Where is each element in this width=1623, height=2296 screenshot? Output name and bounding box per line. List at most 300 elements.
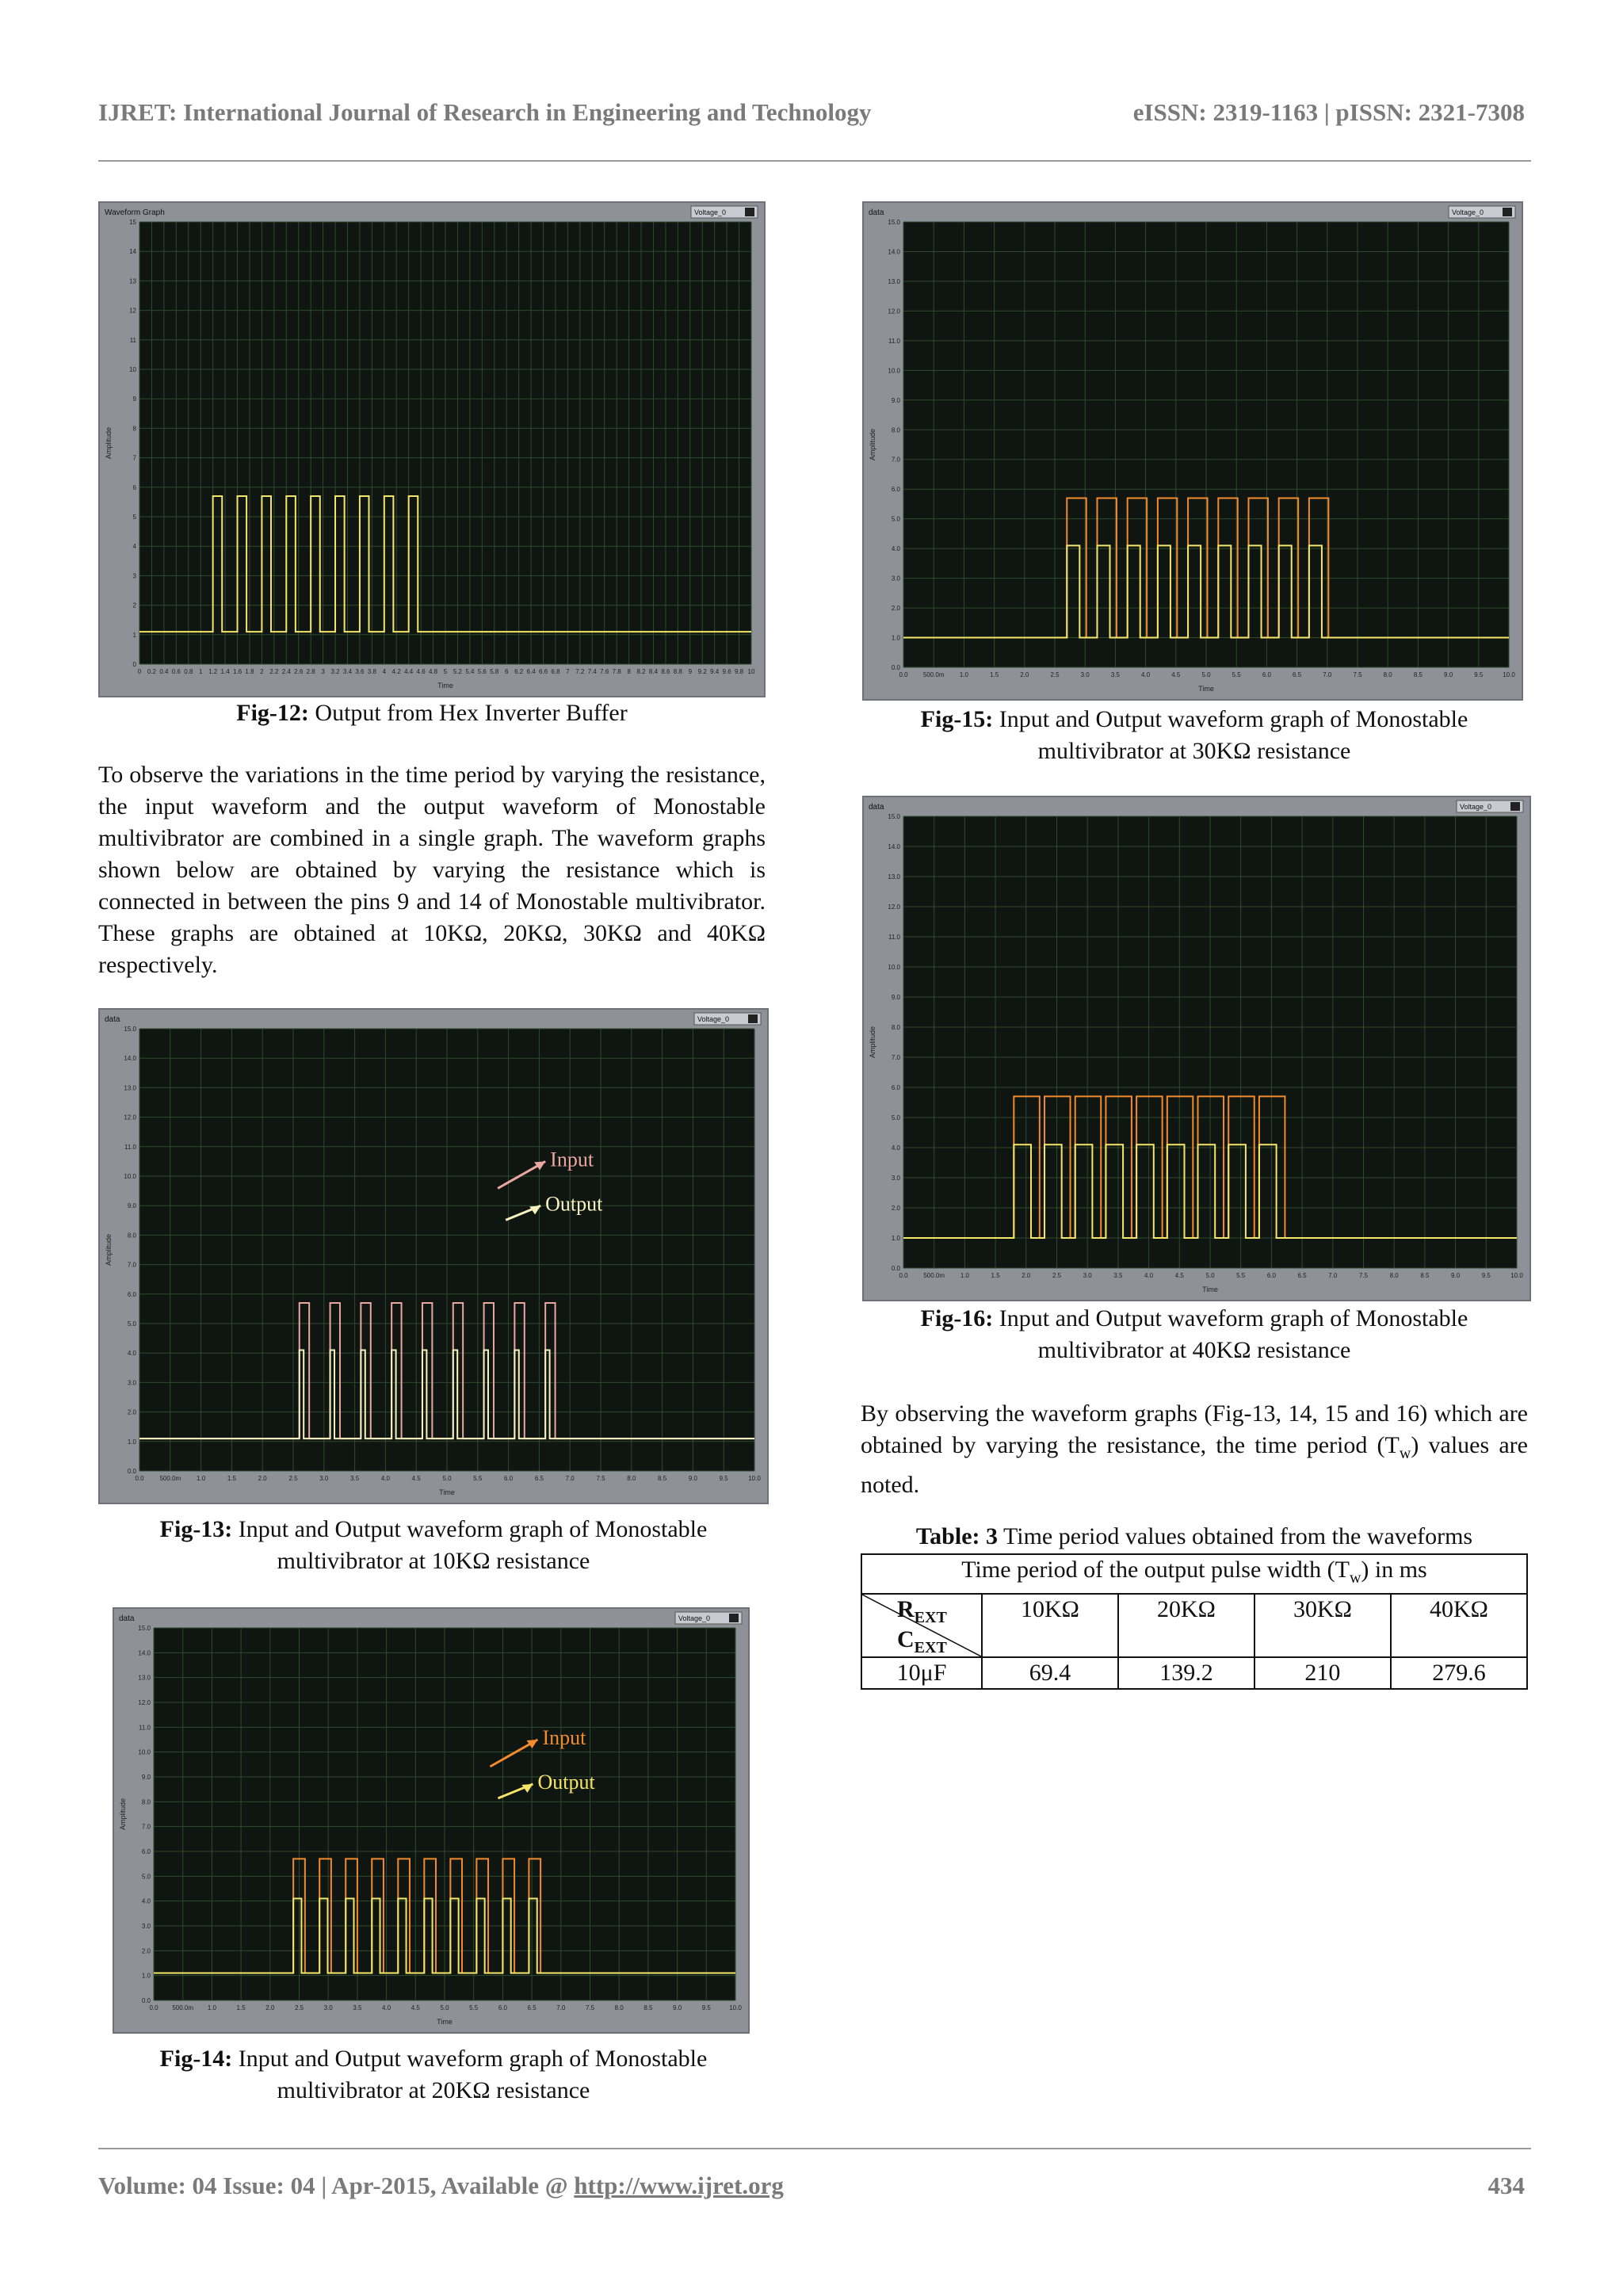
y-tick-label: 0 (132, 661, 136, 668)
y-tick-label: 3.0 (127, 1379, 136, 1387)
legend-swatch (1503, 208, 1512, 216)
x-tick-label: 7.8 (612, 668, 621, 675)
legend-swatch (745, 208, 754, 216)
x-tick-label: 9.2 (697, 668, 707, 675)
x-tick-label: 9.4 (710, 668, 720, 675)
x-tick-label: 8.0 (614, 2004, 624, 2011)
footer-volume: Volume: 04 Issue: 04 | Apr-2015, Available @ (98, 2172, 575, 2199)
journal-title: IJRET: International Journal of Research in Engineering and Technology (98, 98, 872, 126)
x-tick-label: 0.8 (184, 668, 193, 675)
y-tick-label: 4 (132, 543, 136, 551)
x-tick-label: 5.8 (490, 668, 499, 675)
x-tick-label: 4.5 (1171, 671, 1181, 678)
x-tick-label: 6.0 (1262, 671, 1271, 678)
y-tick-label: 9.0 (127, 1202, 136, 1210)
rext-label: $R_{EXT}$ (897, 1596, 947, 1626)
y-tick-label: 7 (132, 454, 136, 462)
x-tick-label: 4.8 (428, 668, 438, 675)
graph-title: data (119, 1614, 135, 1623)
x-tick-label: 4.0 (382, 2004, 391, 2011)
x-tick-label: 4.4 (404, 668, 414, 675)
y-tick-label: 12.0 (124, 1114, 136, 1121)
x-tick-label: 1.5 (236, 2004, 246, 2011)
x-tick-label: 8.0 (627, 1475, 636, 1482)
table-corner-cell (861, 1594, 982, 1657)
x-tick-label: 1.0 (959, 671, 968, 678)
figure-14-caption (98, 2043, 769, 2107)
x-tick-label: 1.0 (960, 1272, 969, 1279)
legend-label: Voltage_0 (1452, 208, 1484, 216)
y-tick-label: 5.0 (141, 1873, 151, 1881)
table-col-10k: 10KΩ (982, 1594, 1118, 1657)
x-tick-label: 9.5 (1474, 671, 1484, 678)
para2-text-b: ) values are noted. (861, 1432, 1528, 1498)
y-tick-label: 5.0 (127, 1320, 136, 1328)
y-axis-label: Amplitude (869, 1026, 876, 1059)
x-tick-label: 3.4 (342, 668, 353, 675)
x-tick-label: 4.2 (391, 668, 401, 675)
x-tick-label: 2.4 (281, 668, 291, 675)
figure-16-caption-line2: multivibrator at 40KΩ resistance (1037, 1337, 1351, 1363)
x-tick-label: 500.0m (923, 1272, 945, 1279)
y-tick-label: 13.0 (138, 1674, 151, 1682)
x-tick-label: 1.6 (232, 668, 242, 675)
y-tick-label: 11 (129, 336, 136, 344)
y-tick-label: 6 (132, 483, 136, 491)
y-tick-label: 2.0 (127, 1408, 136, 1416)
x-tick-label: 3.0 (319, 1475, 329, 1482)
figure-15 (862, 201, 1523, 701)
y-tick-label: 0.0 (127, 1468, 136, 1475)
y-tick-label: 11.0 (888, 934, 900, 941)
y-tick-label: 5.0 (891, 1114, 900, 1121)
x-tick-label: 8.4 (648, 668, 659, 675)
page-number: 434 (1487, 2172, 1525, 2199)
y-tick-label: 1.0 (127, 1438, 136, 1446)
table-header-text-b: ) in ms (1361, 1557, 1427, 1583)
x-tick-label: 6.5 (1297, 1272, 1307, 1279)
y-tick-label: 0.0 (141, 1997, 151, 2004)
table-column-row (861, 1594, 1527, 1657)
y-tick-label: 14.0 (124, 1055, 136, 1063)
table-3-caption (861, 1523, 1528, 1550)
x-tick-label: 7.5 (1358, 1272, 1369, 1279)
y-tick-label: 2 (132, 602, 136, 609)
para2-text-a: By observing the waveform graphs (Fig-13, 14, 15 and 16) which are obtained by varying the resistance, the time period (T (861, 1400, 1528, 1458)
x-tick-label: 3.5 (353, 2004, 362, 2011)
figure-14 (113, 1607, 750, 2034)
x-tick-label: 1.2 (208, 668, 218, 675)
x-tick-label: 500.0m (159, 1475, 181, 1482)
x-tick-label: 8.0 (1389, 1272, 1399, 1279)
figure-14-caption-line1: Input and Output waveform graph of Monostable (238, 2046, 708, 2072)
legend-label: Voltage_0 (678, 1614, 711, 1622)
x-tick-label: 2 (260, 668, 264, 675)
waveform-graph-13 (100, 1010, 767, 1503)
table-3-caption-text: Time period values obtained from the waveforms (1002, 1523, 1473, 1549)
x-tick-label: 2.0 (265, 2004, 275, 2011)
y-tick-label: 2.0 (891, 605, 900, 613)
x-tick-label: 6.0 (504, 1475, 514, 1482)
y-tick-label: 8.0 (891, 426, 900, 434)
x-tick-label: 2.5 (294, 2004, 304, 2011)
y-tick-label: 4.0 (891, 1144, 900, 1152)
x-tick-label: 0.0 (899, 671, 908, 678)
y-tick-label: 2.0 (891, 1205, 900, 1212)
x-tick-label: 9.5 (719, 1475, 728, 1482)
table-col-40k: 40KΩ (1391, 1594, 1527, 1657)
x-tick-label: 5.5 (473, 1475, 483, 1482)
y-tick-label: 10.0 (124, 1173, 136, 1180)
y-tick-label: 5.0 (891, 515, 900, 523)
x-tick-label: 3.5 (1110, 671, 1120, 678)
x-tick-label: 3.6 (355, 668, 365, 675)
y-tick-label: 8 (132, 425, 136, 433)
x-tick-label: 7 (566, 668, 570, 675)
table-col-30k: 30KΩ (1254, 1594, 1391, 1657)
y-tick-label: 13.0 (888, 277, 900, 285)
figure-13-caption (98, 1514, 769, 1577)
x-tick-label: 5.0 (440, 2004, 449, 2011)
x-tick-label: 5.0 (1205, 1272, 1215, 1279)
x-tick-label: 9.5 (701, 2004, 711, 2011)
y-tick-label: 14.0 (138, 1649, 151, 1657)
x-tick-label: 500.0m (172, 2004, 194, 2011)
x-tick-label: 3 (321, 668, 325, 675)
figure-13-caption-line2: multivibrator at 10KΩ resistance (277, 1548, 590, 1574)
x-tick-label: 4.5 (411, 1475, 421, 1482)
y-tick-label: 11.0 (888, 337, 900, 345)
x-tick-label: 1.4 (220, 668, 230, 675)
x-tick-label: 3.5 (350, 1475, 360, 1482)
y-tick-label: 15.0 (138, 1625, 151, 1632)
output-annotation: Output (545, 1192, 603, 1216)
y-tick-label: 3.0 (891, 575, 900, 583)
x-tick-label: 5 (443, 668, 448, 675)
x-tick-label: 6.5 (534, 1475, 544, 1482)
figure-15-caption (861, 704, 1528, 767)
graph-title: data (105, 1015, 120, 1024)
waveform-graph-14 (114, 1609, 748, 2032)
x-tick-label: 6.6 (538, 668, 548, 675)
y-tick-label: 8.0 (127, 1232, 136, 1240)
x-tick-label: 3.5 (1113, 1272, 1123, 1279)
waveform-graph-15 (864, 203, 1522, 699)
y-tick-label: 0.0 (891, 664, 900, 671)
x-tick-label: 500.0m (922, 671, 945, 678)
x-tick-label: 4.5 (1174, 1272, 1184, 1279)
waveform-graph-12 (100, 203, 764, 696)
x-tick-label: 9.0 (673, 2004, 682, 2011)
x-tick-label: 10.0 (1503, 671, 1515, 678)
table-header-text-a: Time period of the output pulse width (T (961, 1557, 1350, 1583)
figure-12-caption (98, 697, 766, 729)
x-tick-label: 0.6 (171, 668, 181, 675)
body-paragraph-1: To observe the variations in the time period by varying the resistance, the input waveform and the output waveform of Monostable multivibrator are combined in a single graph. The waveform graphs shown below are obtained by varying the resistance which is connected in between the pins 9 and 14 of Monostable multivibrator. These graphs are obtained at 10KΩ, 20KΩ, 30KΩ and 40KΩ respectively. (98, 762, 766, 978)
x-tick-label: 8.0 (1383, 671, 1392, 678)
y-axis-label: Amplitude (869, 428, 876, 461)
x-tick-label: 1 (198, 668, 203, 675)
input-annotation: Input (542, 1726, 586, 1749)
x-tick-label: 7.0 (1328, 1272, 1338, 1279)
y-tick-label: 14.0 (888, 248, 900, 256)
x-tick-label: 7.5 (585, 2004, 595, 2011)
x-tick-label: 8.5 (1420, 1272, 1430, 1279)
figure-14-label: Fig-14: (159, 2046, 233, 2072)
y-tick-label: 7.0 (891, 456, 900, 464)
x-tick-label: 1.0 (207, 2004, 216, 2011)
y-tick-label: 15.0 (888, 813, 900, 820)
x-tick-label: 10 (747, 668, 755, 675)
y-tick-label: 2.0 (141, 1947, 151, 1955)
x-tick-label: 8.6 (661, 668, 670, 675)
y-tick-label: 10.0 (888, 367, 900, 375)
issn-text: eISSN: 2319-1163 | pISSN: 2321-7308 (1132, 98, 1525, 126)
x-tick-label: 0.0 (149, 2004, 158, 2011)
figure-12 (98, 201, 766, 697)
y-tick-label: 0.0 (891, 1265, 900, 1272)
y-tick-label: 9.0 (141, 1774, 151, 1781)
y-axis-label: Amplitude (105, 426, 113, 460)
y-tick-label: 1.0 (891, 1235, 900, 1242)
y-tick-label: 12.0 (888, 904, 900, 911)
x-tick-label: 6.0 (498, 2004, 507, 2011)
x-tick-label: 10.0 (1510, 1272, 1523, 1279)
x-tick-label: 4 (382, 668, 387, 675)
body-paragraph-2 (861, 1398, 1528, 1501)
y-tick-label: 9 (132, 395, 136, 403)
y-tick-label: 5 (132, 514, 136, 521)
y-tick-label: 3.0 (141, 1923, 151, 1930)
x-tick-label: 10.0 (729, 2004, 742, 2011)
page-footer (98, 2172, 1525, 2200)
table-header-cell (861, 1554, 1527, 1594)
x-tick-label: 6.2 (514, 668, 524, 675)
x-tick-label: 5.0 (442, 1475, 452, 1482)
x-tick-label: 2.5 (1052, 1272, 1062, 1279)
y-tick-label: 10.0 (888, 964, 900, 971)
x-tick-label: 10.0 (748, 1475, 761, 1482)
x-tick-label: 7.0 (556, 2004, 566, 2011)
y-tick-label: 8.0 (891, 1024, 900, 1031)
table-header-sub: w (1349, 1569, 1361, 1587)
y-tick-label: 9.0 (891, 396, 900, 404)
y-tick-label: 10.0 (138, 1748, 151, 1756)
figure-12-caption-text: Output from Hex Inverter Buffer (315, 700, 628, 726)
figure-16 (862, 796, 1531, 1301)
y-tick-label: 14.0 (888, 843, 900, 850)
x-tick-label: 3.0 (323, 2004, 333, 2011)
figure-16-caption (861, 1303, 1528, 1366)
x-axis-label: Time (437, 2018, 453, 2026)
x-tick-label: 7.0 (1323, 671, 1332, 678)
x-tick-label: 2.5 (288, 1475, 298, 1482)
x-tick-label: 5.0 (1201, 671, 1211, 678)
y-tick-label: 4.0 (127, 1350, 136, 1358)
x-tick-label: 1.5 (990, 671, 999, 678)
table-row-label: 10μF (861, 1657, 982, 1689)
y-tick-label: 6.0 (891, 486, 900, 494)
x-tick-label: 1.8 (245, 668, 254, 675)
x-tick-label: 9.5 (1481, 1272, 1491, 1279)
x-axis-label: Time (1198, 685, 1214, 693)
x-tick-label: 8.5 (1413, 671, 1423, 678)
x-tick-label: 4.0 (1141, 671, 1151, 678)
x-tick-label: 2.6 (294, 668, 304, 675)
x-tick-label: 5.5 (469, 2004, 479, 2011)
x-tick-label: 0 (137, 668, 142, 675)
y-tick-label: 6.0 (141, 1848, 151, 1855)
x-tick-label: 3.2 (330, 668, 340, 675)
table-cell-20k: 139.2 (1118, 1657, 1254, 1689)
x-tick-label: 2.0 (1022, 1272, 1031, 1279)
footer-link[interactable]: http://www.ijret.org (574, 2172, 784, 2199)
figure-15-caption-line2: multivibrator at 30KΩ resistance (1037, 738, 1351, 764)
input-annotation: Input (550, 1148, 594, 1171)
output-annotation: Output (537, 1771, 595, 1794)
y-tick-label: 13 (129, 277, 136, 285)
x-tick-label: 4.6 (416, 668, 426, 675)
y-tick-label: 6.0 (891, 1084, 900, 1091)
x-tick-label: 0.0 (899, 1272, 908, 1279)
x-tick-label: 8.2 (636, 668, 646, 675)
graph-title: data (869, 803, 884, 812)
x-tick-label: 5.2 (453, 668, 463, 675)
y-tick-label: 13.0 (124, 1084, 136, 1092)
y-tick-label: 15 (129, 219, 136, 226)
y-tick-label: 3.0 (891, 1175, 900, 1182)
x-tick-label: 9 (688, 668, 693, 675)
x-tick-label: 2.8 (306, 668, 315, 675)
x-tick-label: 4.5 (411, 2004, 420, 2011)
y-tick-label: 4.0 (141, 1897, 151, 1905)
para2-subscript: w (1399, 1445, 1411, 1462)
y-tick-label: 3 (132, 572, 136, 580)
x-tick-label: 8.8 (673, 668, 682, 675)
x-tick-label: 2.0 (1020, 671, 1029, 678)
table-header-row (861, 1554, 1527, 1594)
x-tick-label: 3.0 (1083, 1272, 1092, 1279)
x-tick-label: 6.4 (526, 668, 536, 675)
x-tick-label: 1.5 (991, 1272, 1000, 1279)
x-tick-label: 7.6 (600, 668, 609, 675)
x-tick-label: 7.5 (596, 1475, 605, 1482)
header-divider (98, 160, 1531, 162)
y-tick-label: 1.0 (891, 634, 900, 642)
x-tick-label: 2.0 (258, 1475, 267, 1482)
x-tick-label: 1.0 (197, 1475, 206, 1482)
footer-divider (98, 2148, 1531, 2149)
x-tick-label: 7.4 (587, 668, 597, 675)
x-tick-label: 6.0 (1266, 1272, 1276, 1279)
x-tick-label: 1.5 (227, 1475, 236, 1482)
y-tick-label: 10 (129, 366, 136, 373)
figure-13-label: Fig-13: (159, 1516, 233, 1542)
y-tick-label: 7.0 (141, 1823, 151, 1831)
legend-swatch (729, 1614, 739, 1622)
x-tick-label: 9.0 (688, 1475, 697, 1482)
graph-title: Waveform Graph (105, 208, 165, 217)
x-axis-label: Time (437, 682, 453, 690)
y-tick-label: 7.0 (891, 1054, 900, 1061)
y-axis-label: Amplitude (105, 1233, 113, 1266)
y-tick-label: 6.0 (127, 1290, 136, 1298)
figure-13-caption-line1: Input and Output waveform graph of Monostable (238, 1516, 708, 1542)
x-tick-label: 6.5 (1293, 671, 1302, 678)
y-axis-label: Amplitude (119, 1797, 127, 1831)
x-tick-label: 9.0 (1444, 671, 1453, 678)
figure-16-label: Fig-16: (920, 1305, 994, 1331)
x-tick-label: 3.8 (367, 668, 376, 675)
table-3-label: Table: 3 (915, 1523, 999, 1549)
x-tick-label: 5.5 (1236, 1272, 1246, 1279)
y-tick-label: 1 (132, 631, 136, 639)
figure-13 (98, 1008, 769, 1504)
x-tick-label: 8.5 (643, 2004, 653, 2011)
legend-label: Voltage_0 (697, 1015, 730, 1023)
x-tick-label: 7.0 (565, 1475, 575, 1482)
waveform-graph-16 (864, 797, 1529, 1300)
x-tick-label: 6.5 (527, 2004, 537, 2011)
y-tick-label: 11.0 (139, 1724, 151, 1732)
y-tick-label: 11.0 (124, 1143, 136, 1151)
x-tick-label: 6.8 (551, 668, 560, 675)
figure-12-label: Fig-12: (236, 700, 309, 726)
x-tick-label: 9.6 (722, 668, 731, 675)
x-tick-label: 4.0 (380, 1475, 390, 1482)
y-tick-label: 12 (129, 307, 136, 315)
legend-swatch (748, 1014, 758, 1023)
x-tick-label: 7.2 (575, 668, 585, 675)
y-tick-label: 15.0 (124, 1026, 136, 1033)
y-tick-label: 14 (129, 248, 136, 256)
legend-label: Voltage_0 (1460, 803, 1492, 811)
figure-14-caption-line2: multivibrator at 20KΩ resistance (277, 2077, 590, 2103)
figure-16-caption-line1: Input and Output waveform graph of Monostable (999, 1305, 1468, 1331)
x-axis-label: Time (439, 1488, 455, 1496)
x-tick-label: 0.2 (147, 668, 157, 675)
y-tick-label: 12.0 (138, 1699, 151, 1706)
y-tick-label: 9.0 (891, 994, 900, 1001)
table-col-20k: 20KΩ (1118, 1594, 1254, 1657)
table-cell-30k: 210 (1254, 1657, 1391, 1689)
y-tick-label: 4.0 (891, 545, 900, 553)
figure-15-label: Fig-15: (920, 706, 994, 732)
y-tick-label: 1.0 (141, 1972, 151, 1980)
x-tick-label: 8.5 (658, 1475, 667, 1482)
y-tick-label: 7.0 (127, 1261, 136, 1269)
x-tick-label: 7.5 (1353, 671, 1362, 678)
x-tick-label: 0.0 (135, 1475, 144, 1482)
y-tick-label: 8.0 (141, 1798, 151, 1806)
graph-title: data (869, 208, 884, 217)
x-tick-label: 5.6 (477, 668, 487, 675)
y-tick-label: 12.0 (888, 308, 900, 315)
x-tick-label: 2.5 (1050, 671, 1060, 678)
y-tick-label: 13.0 (888, 873, 900, 881)
x-tick-label: 6 (504, 668, 509, 675)
x-tick-label: 9.8 (734, 668, 744, 675)
x-tick-label: 9.0 (1451, 1272, 1461, 1279)
cext-label: $C_{EXT}$ (897, 1626, 947, 1656)
x-tick-label: 8 (627, 668, 631, 675)
x-tick-label: 4.0 (1144, 1272, 1154, 1279)
figure-15-caption-line1: Input and Output waveform graph of Monostable (999, 706, 1468, 732)
x-tick-label: 3.0 (1080, 671, 1090, 678)
legend-label: Voltage_0 (694, 208, 727, 216)
table-row (861, 1657, 1527, 1689)
table-cell-10k: 69.4 (982, 1657, 1118, 1689)
